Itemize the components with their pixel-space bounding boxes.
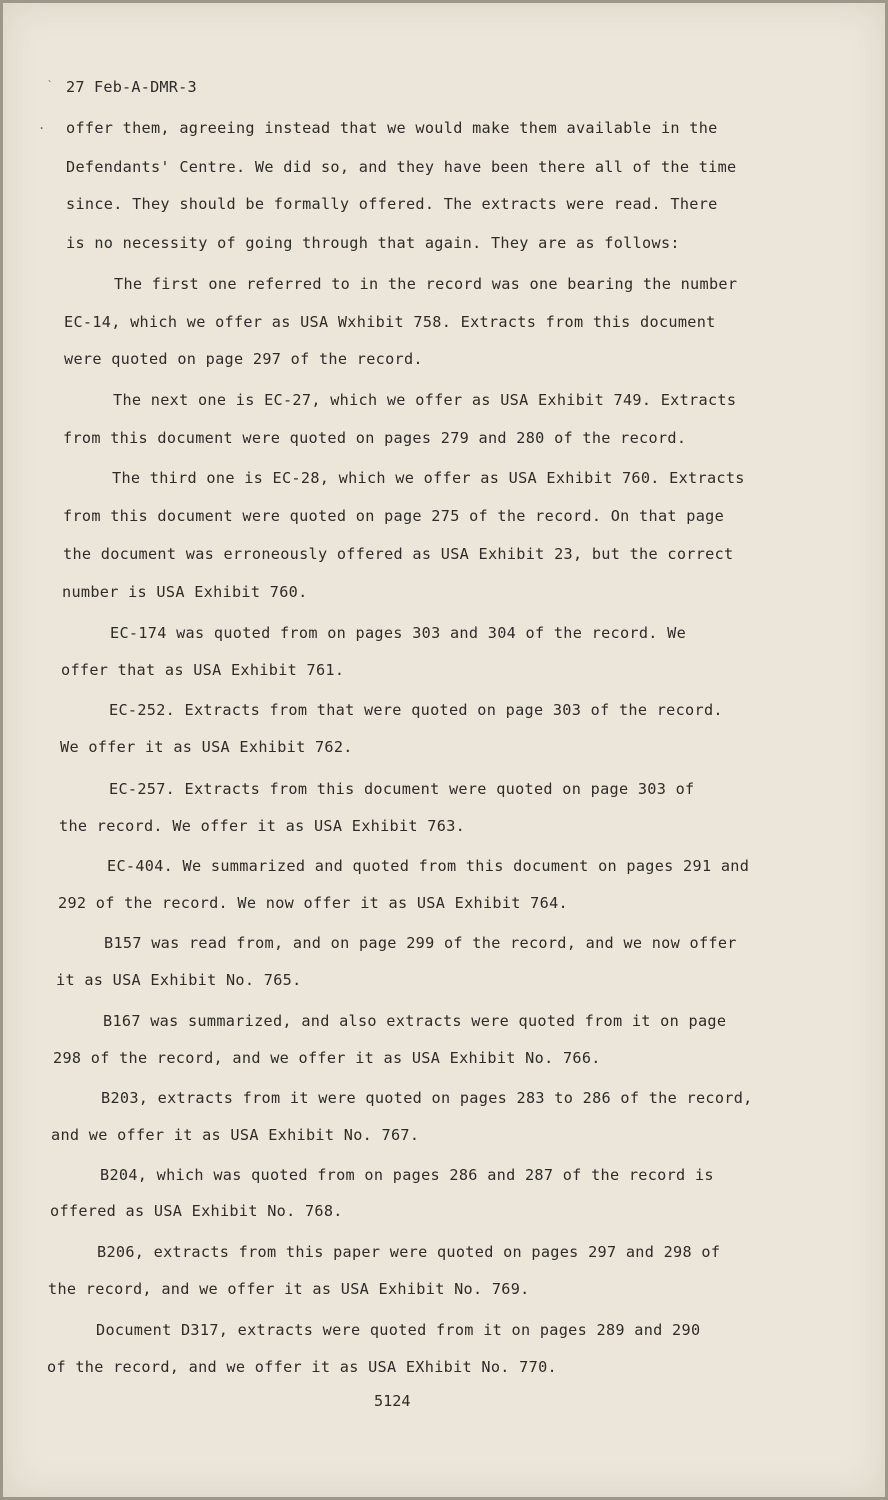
text-line: The next one is EC-27, which we offer as USA Exhibit 749. Extracts (113, 391, 737, 409)
text-line: since. They should be formally offered. The extracts were read. There (66, 195, 718, 213)
text-line: offer that as USA Exhibit 761. (61, 661, 345, 679)
text-line: Document D317, extracts were quoted from it on pages 289 and 290 (96, 1321, 701, 1339)
text-line: 298 of the record, and we offer it as USA Exhibit No. 766. (53, 1049, 601, 1067)
text-line: 292 of the record. We now offer it as USA Exhibit 764. (58, 894, 568, 912)
text-line: is no necessity of going through that again. They are as follows: (66, 234, 680, 252)
text-line: B206, extracts from this paper were quoted on pages 297 and 298 of (97, 1243, 721, 1261)
text-line: from this document were quoted on pages 279 and 280 of the record. (63, 429, 687, 447)
text-line: it as USA Exhibit No. 765. (56, 971, 302, 989)
text-line: EC-14, which we offer as USA Wxhibit 758. Extracts from this document (64, 313, 716, 331)
text-line: EC-257. Extracts from this document were quoted on page 303 of (109, 780, 695, 798)
text-line: EC-252. Extracts from that were quoted on page 303 of the record. (109, 701, 723, 719)
text-line: were quoted on page 297 of the record. (64, 350, 423, 368)
text-line: B167 was summarized, and also extracts were quoted from it on page (103, 1012, 727, 1030)
margin-dot-mark: . (38, 118, 46, 132)
text-line: the document was erroneously offered as USA Exhibit 23, but the correct (63, 545, 734, 563)
text-line: and we offer it as USA Exhibit No. 767. (51, 1126, 420, 1144)
text-line: The third one is EC-28, which we offer as USA Exhibit 760. Extracts (112, 469, 745, 487)
text-line: B203, extracts from it were quoted on pages 283 to 286 of the record, (101, 1089, 753, 1107)
margin-tick-mark: ` (47, 80, 54, 91)
text-line: number is USA Exhibit 760. (62, 583, 308, 601)
text-line: EC-174 was quoted from on pages 303 and 304 of the record. We (110, 624, 687, 642)
page-header: 27 Feb-A-DMR-3 (66, 78, 197, 96)
text-line: the record. We offer it as USA Exhibit 763. (59, 817, 466, 835)
text-line: offer them, agreeing instead that we would make them available in the (66, 119, 718, 137)
text-line: B204, which was quoted from on pages 286 and 287 of the record is (100, 1166, 714, 1184)
text-line: from this document were quoted on page 275 of the record. On that page (63, 507, 725, 525)
text-line: We offer it as USA Exhibit 762. (60, 738, 353, 756)
text-line: offered as USA Exhibit No. 768. (50, 1202, 343, 1220)
text-line: of the record, and we offer it as USA EXhibit No. 770. (47, 1358, 557, 1376)
text-line: the record, and we offer it as USA Exhibit No. 769. (48, 1280, 530, 1298)
text-line: EC-404. We summarized and quoted from this document on pages 291 and (107, 857, 750, 875)
text-line: Defendants' Centre. We did so, and they have been there all of the time (66, 158, 737, 176)
page-number: 5124 (374, 1392, 411, 1410)
text-line: The first one referred to in the record was one bearing the number (114, 275, 738, 293)
text-line: B157 was read from, and on page 299 of the record, and we now offer (104, 934, 737, 952)
